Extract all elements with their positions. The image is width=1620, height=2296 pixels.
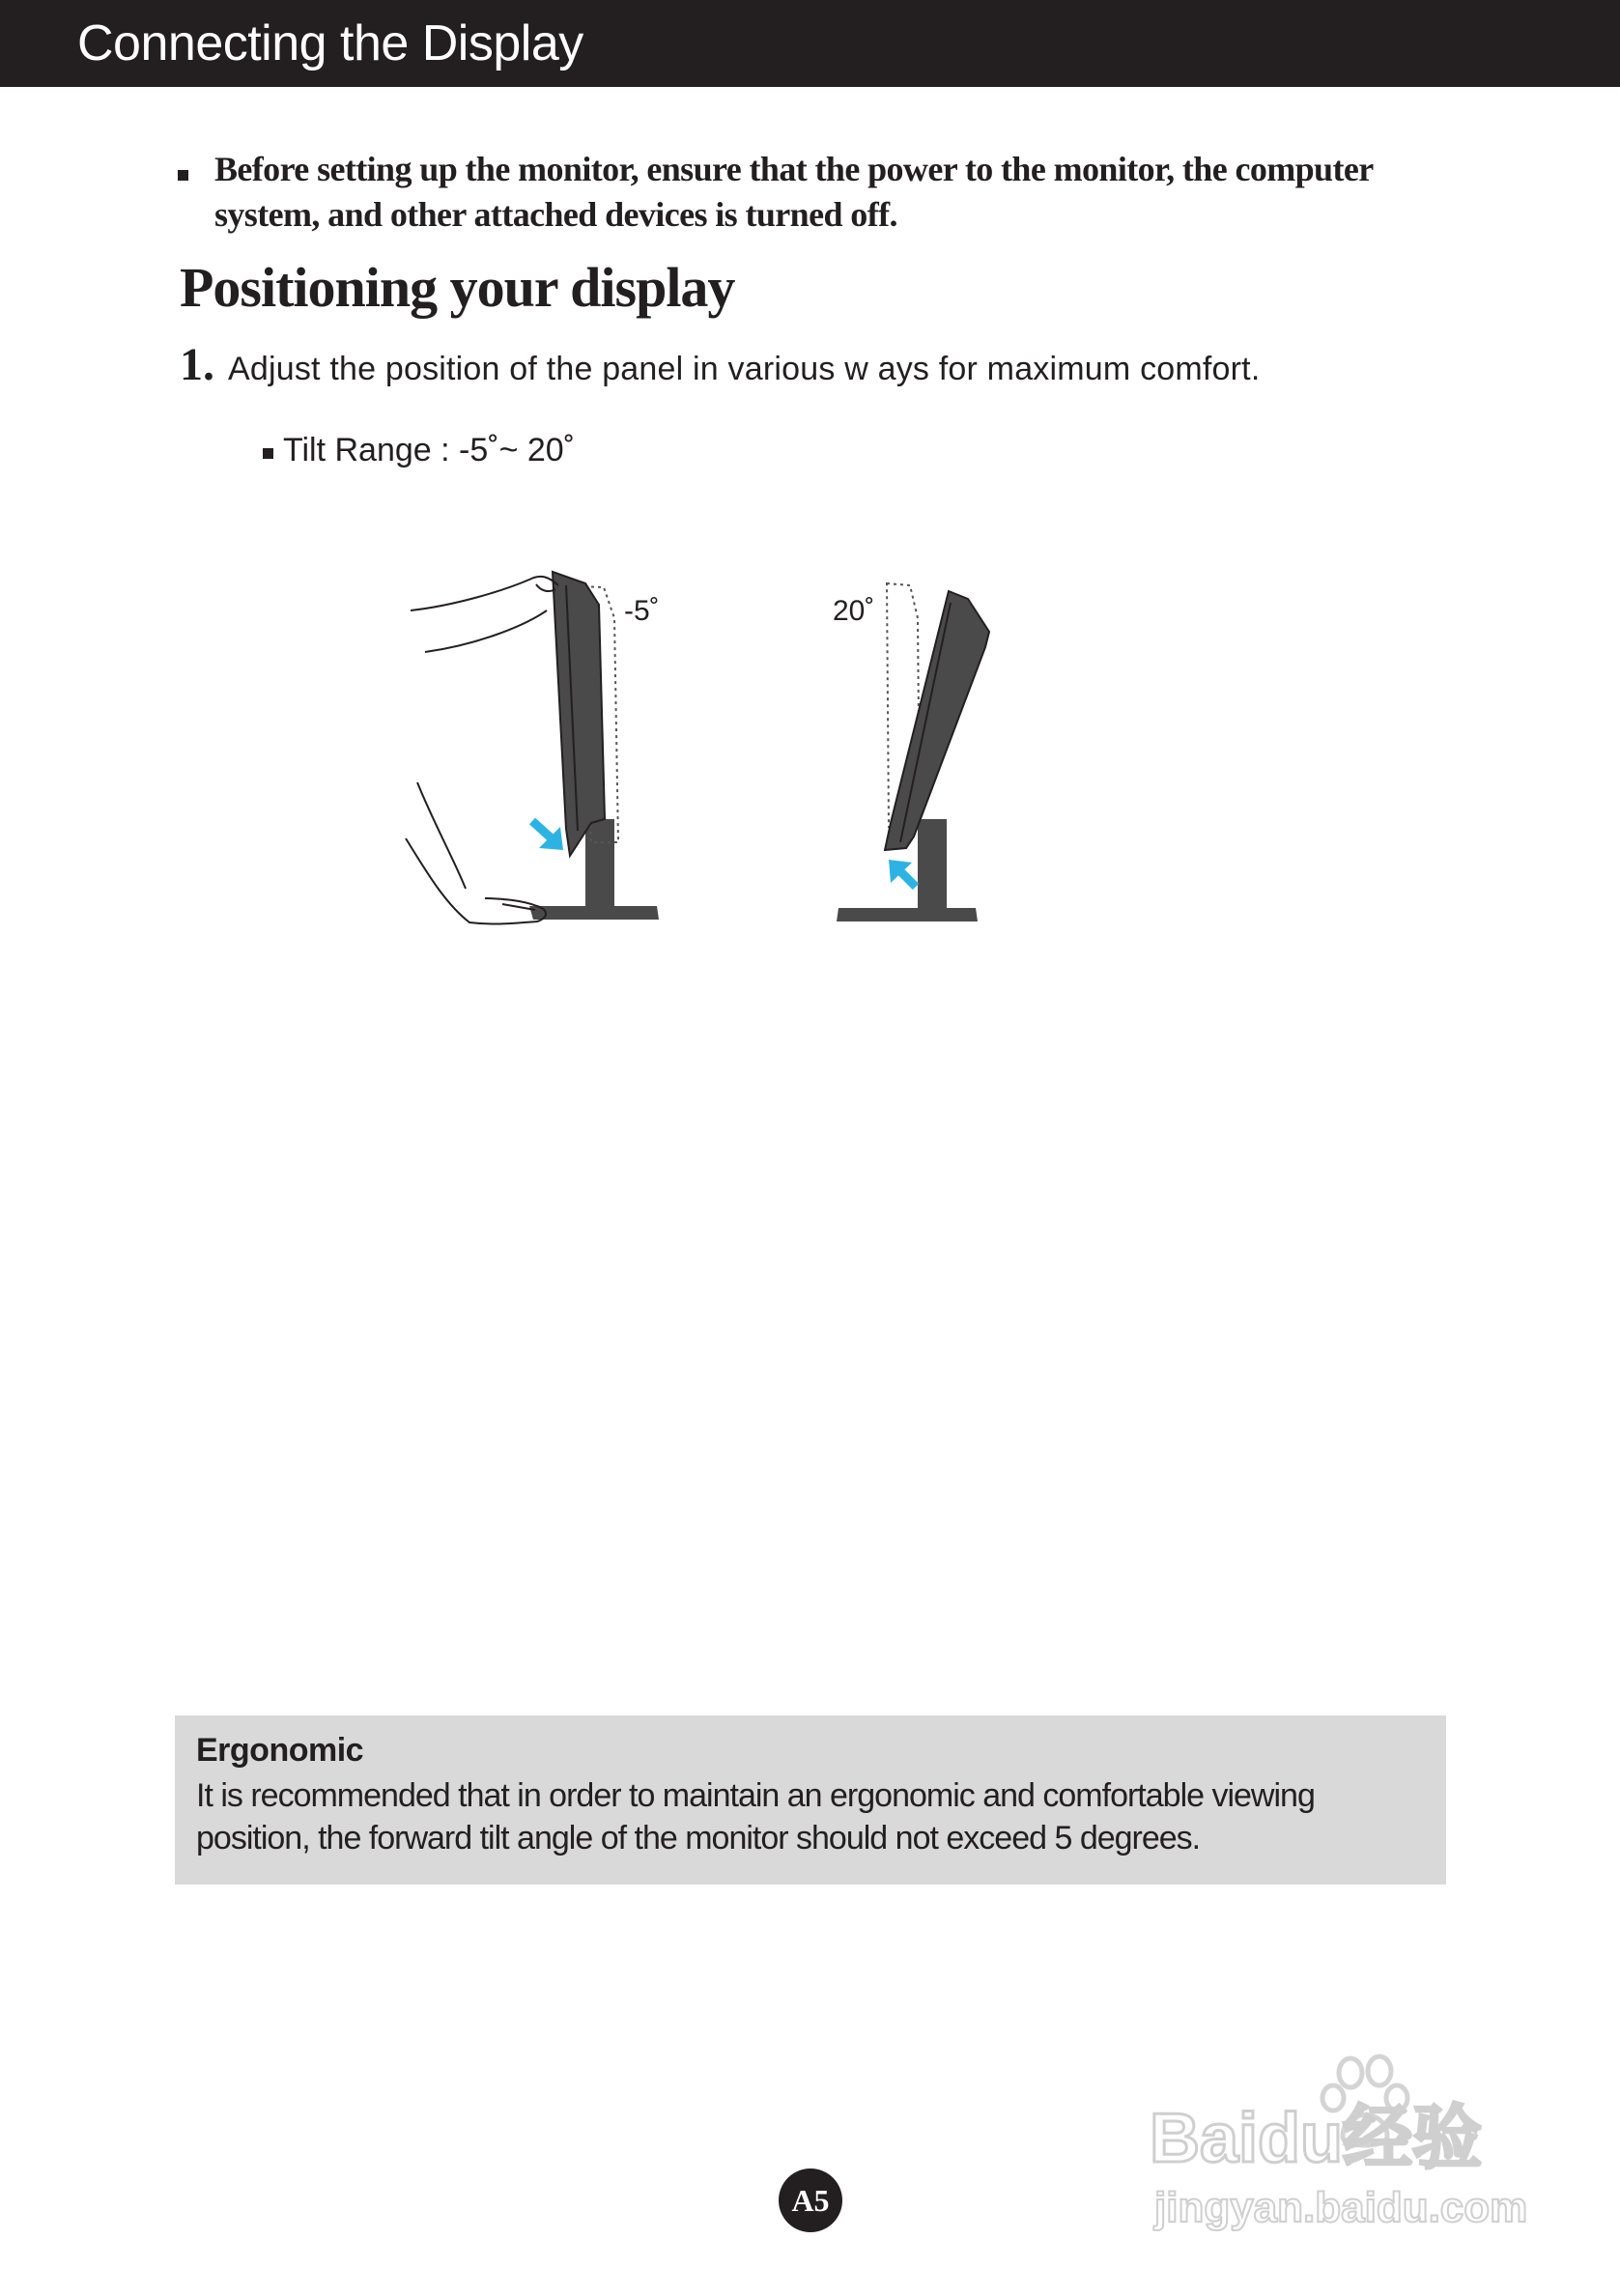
left-angle-label: -5˚ — [624, 595, 660, 627]
stand-neck — [918, 819, 947, 910]
stand-base — [529, 906, 659, 920]
step-text: Adjust the position of the panel in various w ays for maximum comfort. — [228, 351, 1261, 387]
monitor-tilt-forward-illustration — [406, 572, 660, 924]
push-arrow-icon — [889, 860, 916, 887]
step-number: 1. — [180, 339, 214, 390]
page-title: Connecting the Display — [77, 15, 583, 71]
monitor-tilt-back-illustration — [833, 583, 989, 921]
monitor-panel — [553, 572, 605, 856]
lower-hand — [406, 782, 546, 924]
tilt-illustration — [0, 0, 1620, 966]
ergonomic-title: Ergonomic — [196, 1732, 364, 1769]
tilt-range-text: Tilt Range : -5˚~ 20˚ — [283, 432, 576, 468]
right-angle-label: 20˚ — [833, 595, 875, 627]
section-title: Positioning your display — [180, 256, 735, 319]
baidu-watermark — [1140, 2048, 1546, 2241]
push-arrow-icon — [532, 821, 563, 850]
watermark-brand: Baidu经验 — [1150, 2100, 1483, 2177]
power-warning-text: Before setting up the monitor, ensure that the power to the monitor, the computer system, and other attached devices is turned off. — [214, 150, 1373, 234]
watermark-url: jingyan.baidu.com — [1154, 2184, 1528, 2231]
ergonomic-note — [175, 1715, 1446, 1885]
page-number-badge: A5 — [779, 2168, 842, 2232]
stand-base — [837, 908, 978, 921]
ergonomic-text: It is recommended that in order to maintain an ergonomic and comfortable viewing position, the forward tilt angle of the monitor should not exceed 5 degrees. — [196, 1777, 1315, 1857]
monitor-panel — [885, 591, 989, 850]
upper-hand — [411, 577, 558, 652]
